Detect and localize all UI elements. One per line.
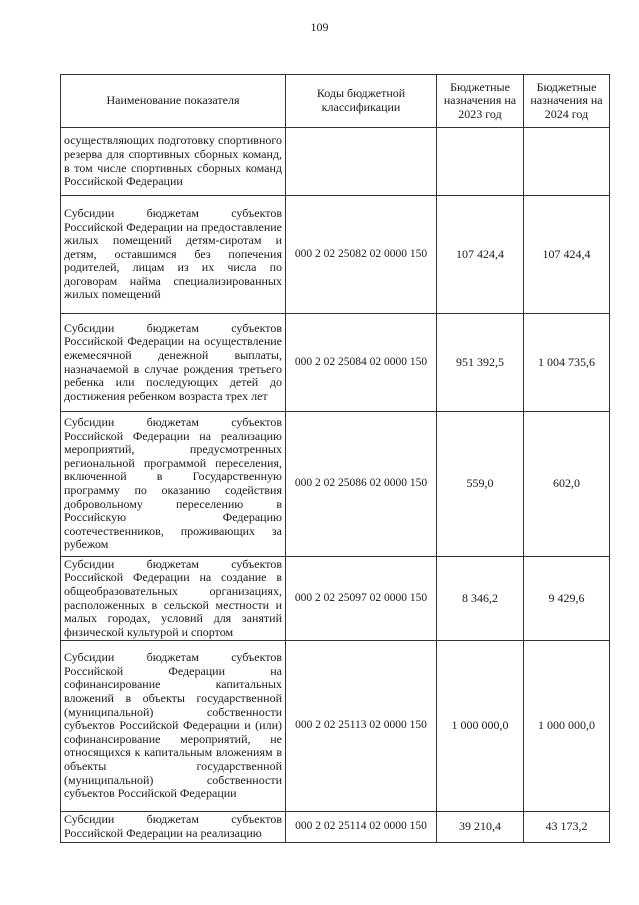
row-value-2023 (437, 128, 524, 196)
row-code: 000 2 02 25097 02 0000 150 (286, 557, 437, 641)
row-value-2024: 107 424,4 (524, 196, 610, 314)
header-2024: Бюджетные назначения на 2024 год (524, 75, 610, 128)
table-row (61, 412, 610, 557)
row-code: 000 2 02 25082 02 0000 150 (286, 196, 437, 314)
row-value-2024: 602,0 (524, 412, 610, 557)
header-name: Наименование показателя (61, 75, 286, 128)
table-row (61, 812, 610, 843)
table-row (61, 557, 610, 641)
table-row (61, 641, 610, 812)
table-header-row (61, 75, 610, 128)
table-row (61, 196, 610, 314)
row-value-2024 (524, 128, 610, 196)
row-name: осуществляющих подготовку спортивного резерва для спортивных сборных команд, в том числе спортивных сборных команд Российской Федерации (61, 128, 286, 196)
row-code: 000 2 02 25114 02 0000 150 (286, 812, 437, 843)
row-value-2024: 1 004 735,6 (524, 314, 610, 412)
table-row (61, 128, 610, 196)
header-2023: Бюджетные назначения на 2023 год (437, 75, 524, 128)
row-value-2023: 1 000 000,0 (437, 641, 524, 812)
row-value-2024: 1 000 000,0 (524, 641, 610, 812)
page-number: 109 (310, 20, 329, 34)
row-name: Субсидии бюджетам субъектов Российской Федерации на предоставление жилых помещений детям-сиротам и детям, оставшимся без попечения родителей, лицам из их числа по договорам найма специализированных жилых помещений (61, 196, 286, 314)
row-value-2023: 8 346,2 (437, 557, 524, 641)
row-code (286, 128, 437, 196)
row-value-2023: 559,0 (437, 412, 524, 557)
row-value-2023: 107 424,4 (437, 196, 524, 314)
row-name: Субсидии бюджетам субъектов Российской Федерации на реализацию мероприятий, предусмотренных региональной программой переселения, включенной в Государственную программу по оказанию содействия добровольному переселению в Российскую Федерацию соотечественников, проживающих за рубежом (61, 412, 286, 557)
row-name: Субсидии бюджетам субъектов Российской Федерации на осуществление ежемесячной денежной выплаты, назначаемой в случае рождения третьего ребенка или последующих детей до достижения ребенком возраста трех лет (61, 314, 286, 412)
row-value-2024: 43 173,2 (524, 812, 610, 843)
header-code: Коды бюджетной классификации (286, 75, 437, 128)
budget-table (60, 74, 610, 843)
row-value-2024: 9 429,6 (524, 557, 610, 641)
row-code: 000 2 02 25084 02 0000 150 (286, 314, 437, 412)
row-code: 000 2 02 25113 02 0000 150 (286, 641, 437, 812)
row-value-2023: 39 210,4 (437, 812, 524, 843)
row-code: 000 2 02 25086 02 0000 150 (286, 412, 437, 557)
row-name: Субсидии бюджетам субъектов Российской Федерации на софинансирование капитальных вложений в объекты государственной (муниципальной) собственности субъектов Российской Федерации и (или) софинансирование мероприятий, не относящихся к капитальным вложениям в объекты государственной (муниципальной) собственности субъектов Российской Федерации (61, 641, 286, 812)
table-row (61, 314, 610, 412)
row-value-2023: 951 392,5 (437, 314, 524, 412)
row-name: Субсидии бюджетам субъектов Российской Федерации на создание в общеобразовательных организациях, расположенных в сельской местности и малых городах, условий для занятий физической культурой и спортом (61, 557, 286, 641)
row-name: Субсидии бюджетам субъектов Российской Федерации на реализацию (61, 812, 286, 843)
